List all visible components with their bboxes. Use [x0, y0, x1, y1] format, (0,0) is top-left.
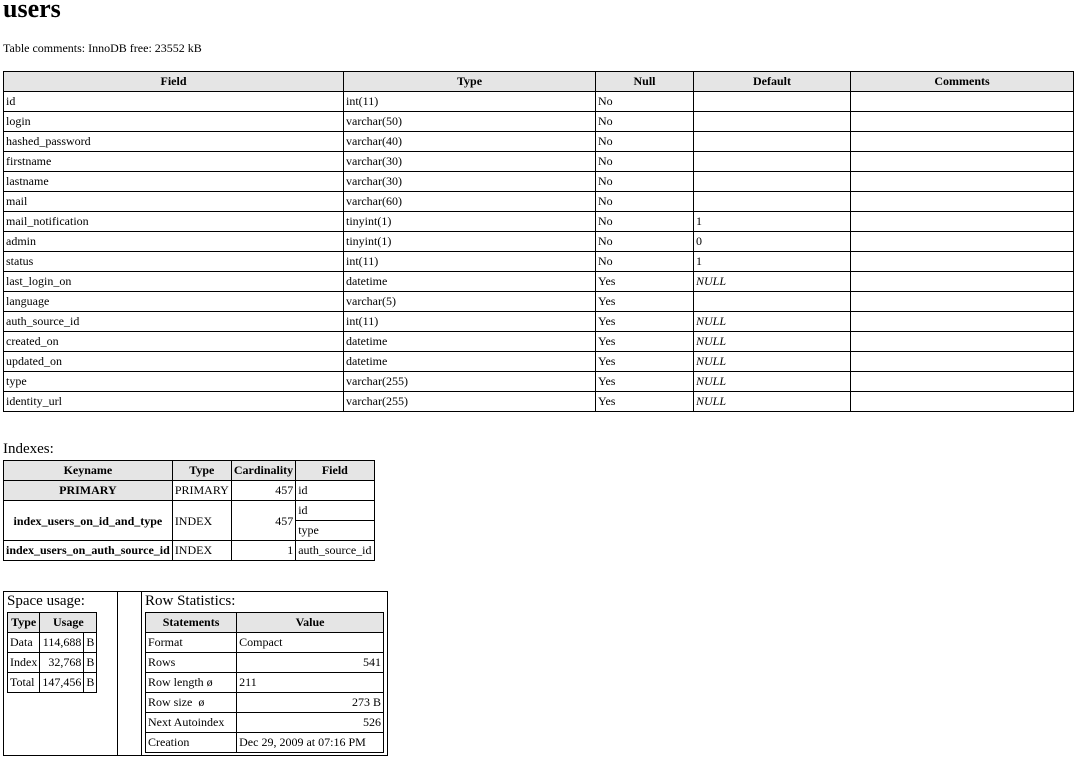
field-default-cell: 1 [694, 212, 851, 232]
field-comments-cell [851, 252, 1074, 272]
table-row [146, 693, 384, 713]
field-null-cell: Yes [596, 332, 694, 352]
field-comments-cell [851, 172, 1074, 192]
field-default-cell [694, 132, 851, 152]
space-type-cell: Index [8, 653, 40, 673]
space-unit-cell: B [84, 673, 97, 693]
space-usage-label: Space usage: [7, 593, 85, 609]
field-name-cell: mail_notification [4, 212, 344, 232]
table-row [4, 112, 1074, 132]
field-comments-cell [851, 372, 1074, 392]
table-row [4, 312, 1074, 332]
table-row [4, 392, 1074, 412]
index-field: auth_source_id [296, 541, 374, 561]
statement-cell: Format [146, 633, 237, 653]
table-row [4, 132, 1074, 152]
fields-header-row [4, 72, 1074, 92]
indexes-label: Indexes: [3, 441, 54, 457]
field-comments-cell [851, 292, 1074, 312]
field-name-cell: hashed_password [4, 132, 344, 152]
field-default-cell [694, 172, 851, 192]
null-value: NULL [696, 394, 727, 408]
field-type-cell: int(11) [344, 312, 596, 332]
table-comments: Table comments: InnoDB free: 23552 kB [3, 41, 202, 55]
field-default-cell [694, 292, 851, 312]
page-title: users [3, 0, 61, 23]
statistics-panel [3, 591, 388, 756]
field-name-cell: updated_on [4, 352, 344, 372]
null-value: NULL [696, 374, 727, 388]
field-null-cell: No [596, 252, 694, 272]
space-usage-cell: 32,768 [40, 653, 84, 673]
space-type-cell: Data [8, 633, 40, 653]
table-row [146, 633, 384, 653]
index-row [4, 501, 375, 521]
indexes-table [3, 460, 375, 561]
field-type-cell: varchar(30) [344, 172, 596, 192]
field-type-cell: datetime [344, 352, 596, 372]
field-null-cell: Yes [596, 392, 694, 412]
table-row [8, 633, 97, 653]
field-comments-cell [851, 232, 1074, 252]
fields-table [3, 71, 1074, 412]
table-row [4, 252, 1074, 272]
field-comments-cell [851, 152, 1074, 172]
index-keyname: PRIMARY [4, 481, 173, 501]
space-usage-cell: 114,688 [40, 633, 84, 653]
statement-cell: Rows [146, 653, 237, 673]
field-comments-cell [851, 272, 1074, 292]
space-usage-table [7, 612, 97, 693]
field-type-cell: varchar(5) [344, 292, 596, 312]
table-row [146, 713, 384, 733]
column-header-keyname: Keyname [4, 461, 173, 481]
field-comments-cell [851, 332, 1074, 352]
index-type: INDEX [172, 541, 231, 561]
statement-cell: Row size ø [146, 693, 237, 713]
field-type-cell: varchar(255) [344, 392, 596, 412]
field-default-cell [694, 92, 851, 112]
field-comments-cell [851, 352, 1074, 372]
field-comments-cell [851, 392, 1074, 412]
field-null-cell: No [596, 152, 694, 172]
statement-value-cell: 211 [237, 673, 384, 693]
field-comments-cell [851, 112, 1074, 132]
field-type-cell: datetime [344, 272, 596, 292]
table-row [4, 372, 1074, 392]
field-default-cell [694, 392, 851, 412]
index-field: type [296, 521, 374, 541]
column-header-type: Type [344, 72, 596, 92]
field-name-cell: firstname [4, 152, 344, 172]
field-null-cell: No [596, 132, 694, 152]
index-field: id [296, 501, 374, 521]
field-type-cell: varchar(40) [344, 132, 596, 152]
field-name-cell: lastname [4, 172, 344, 192]
field-name-cell: last_login_on [4, 272, 344, 292]
divider [141, 592, 142, 755]
row-statistics-table [145, 612, 384, 753]
indexes-header-row [4, 461, 375, 481]
index-type: PRIMARY [172, 481, 231, 501]
statement-value-cell: Compact [237, 633, 384, 653]
field-type-cell: int(11) [344, 252, 596, 272]
table-row [8, 673, 97, 693]
field-comments-cell [851, 312, 1074, 332]
field-null-cell: No [596, 192, 694, 212]
field-type-cell: int(11) [344, 92, 596, 112]
table-row [146, 733, 384, 753]
field-default-cell [694, 192, 851, 212]
index-keyname: index_users_on_id_and_type [4, 501, 173, 541]
index-type: INDEX [172, 501, 231, 541]
field-name-cell: admin [4, 232, 344, 252]
column-header-usage: Usage [40, 613, 97, 633]
field-null-cell: No [596, 172, 694, 192]
field-type-cell: tinyint(1) [344, 232, 596, 252]
field-name-cell: mail [4, 192, 344, 212]
field-default-cell [694, 372, 851, 392]
space-usage-cell: 147,456 [40, 673, 84, 693]
column-header-null: Null [596, 72, 694, 92]
statement-cell: Creation [146, 733, 237, 753]
table-row [4, 192, 1074, 212]
table-row [4, 152, 1074, 172]
statement-cell: Row length ø [146, 673, 237, 693]
field-default-cell: 0 [694, 232, 851, 252]
field-null-cell: Yes [596, 372, 694, 392]
column-header-default: Default [694, 72, 851, 92]
column-header-cardinality: Cardinality [231, 461, 295, 481]
field-comments-cell [851, 132, 1074, 152]
column-header-value: Value [237, 613, 384, 633]
field-name-cell: auth_source_id [4, 312, 344, 332]
row-statistics-label: Row Statistics: [145, 593, 236, 609]
statement-cell: Next Autoindex [146, 713, 237, 733]
field-name-cell: identity_url [4, 392, 344, 412]
table-row [4, 332, 1074, 352]
null-value: NULL [696, 314, 727, 328]
column-header-comments: Comments [851, 72, 1074, 92]
field-null-cell: Yes [596, 312, 694, 332]
statement-value-cell: 273 B [237, 693, 384, 713]
field-name-cell: language [4, 292, 344, 312]
field-comments-cell [851, 92, 1074, 112]
space-unit-cell: B [84, 633, 97, 653]
field-comments-cell [851, 192, 1074, 212]
column-header-space-type: Type [8, 613, 40, 633]
index-cardinality: 457 [231, 481, 295, 501]
divider [117, 592, 118, 755]
column-header-field: Field [4, 72, 344, 92]
statement-value-cell: Dec 29, 2009 at 07:16 PM [237, 733, 384, 753]
field-name-cell: login [4, 112, 344, 132]
index-cardinality: 457 [231, 501, 295, 541]
field-null-cell: No [596, 232, 694, 252]
field-default-cell [694, 272, 851, 292]
field-name-cell: status [4, 252, 344, 272]
field-null-cell: Yes [596, 272, 694, 292]
table-row [4, 172, 1074, 192]
table-row [4, 212, 1074, 232]
column-header-statements: Statements [146, 613, 237, 633]
table-row [146, 673, 384, 693]
null-value: NULL [696, 334, 727, 348]
index-cardinality: 1 [231, 541, 295, 561]
null-value: NULL [696, 274, 727, 288]
field-null-cell: No [596, 112, 694, 132]
row-statistics-header-row [146, 613, 384, 633]
table-row [4, 92, 1074, 112]
field-default-cell [694, 312, 851, 332]
field-type-cell: varchar(60) [344, 192, 596, 212]
field-type-cell: varchar(50) [344, 112, 596, 132]
index-row [4, 541, 375, 561]
field-type-cell: tinyint(1) [344, 212, 596, 232]
null-value: NULL [696, 354, 727, 368]
index-field: id [296, 481, 374, 501]
field-type-cell: varchar(30) [344, 152, 596, 172]
table-row [4, 232, 1074, 252]
column-header-index-field: Field [296, 461, 374, 481]
space-unit-cell: B [84, 653, 97, 673]
field-default-cell [694, 112, 851, 132]
table-row [4, 352, 1074, 372]
field-default-cell [694, 152, 851, 172]
space-usage-header-row [8, 613, 97, 633]
field-type-cell: varchar(255) [344, 372, 596, 392]
statement-value-cell: 541 [237, 653, 384, 673]
field-name-cell: created_on [4, 332, 344, 352]
table-row [4, 292, 1074, 312]
field-name-cell: id [4, 92, 344, 112]
statement-value-cell: 526 [237, 713, 384, 733]
table-row [4, 272, 1074, 292]
index-keyname: index_users_on_auth_source_id [4, 541, 173, 561]
space-type-cell: Total [8, 673, 40, 693]
field-default-cell [694, 352, 851, 372]
field-default-cell: 1 [694, 252, 851, 272]
field-type-cell: datetime [344, 332, 596, 352]
field-default-cell [694, 332, 851, 352]
field-null-cell: No [596, 212, 694, 232]
field-null-cell: Yes [596, 352, 694, 372]
field-null-cell: No [596, 92, 694, 112]
column-header-index-type: Type [172, 461, 231, 481]
table-row [146, 653, 384, 673]
field-comments-cell [851, 212, 1074, 232]
index-row [4, 481, 375, 501]
table-row [8, 653, 97, 673]
field-null-cell: Yes [596, 292, 694, 312]
field-name-cell: type [4, 372, 344, 392]
